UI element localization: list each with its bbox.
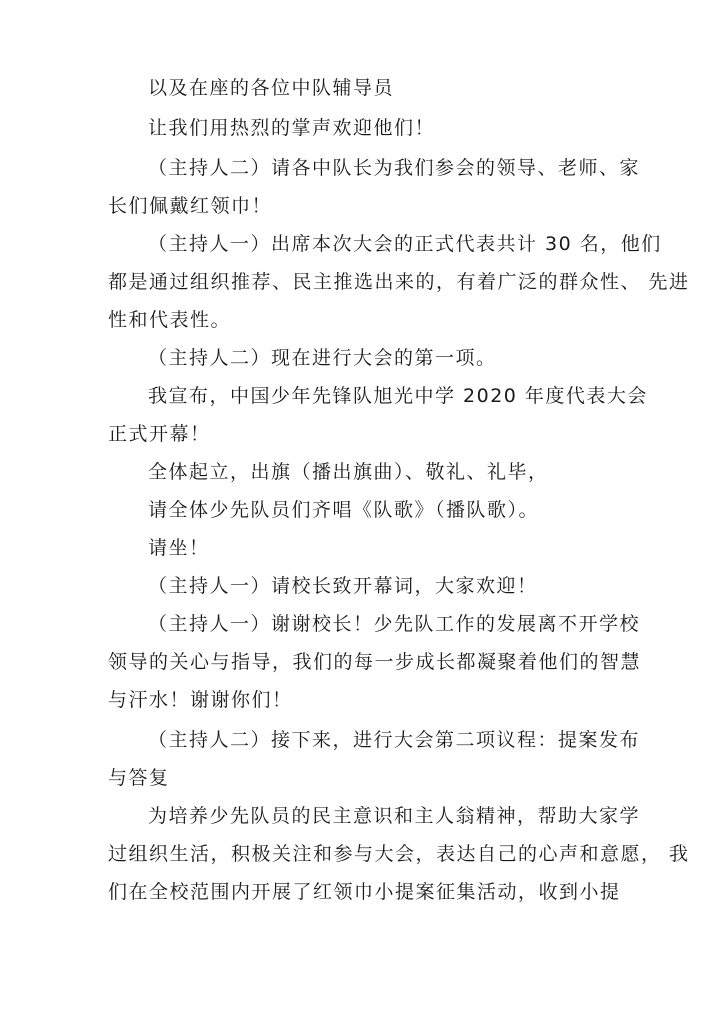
text-line: 请全体少先队员们齐唱《队歌》（播队歌）。: [148, 499, 540, 521]
text-line: 请坐！: [148, 537, 210, 559]
text-line: 长们佩戴红领巾！: [108, 195, 273, 217]
text-line: （主持人一）谢谢校长！少先队工作的发展离不开学校: [148, 613, 641, 635]
text-line: （主持人二）请各中队长为我们参会的领导、老师、家: [148, 157, 641, 179]
text-line: 全体起立，出旗（播出旗曲）、敬礼、礼毕，: [148, 461, 549, 483]
text-line: 领导的关心与指导，我们的每一步成长都凝聚着他们的智慧: [108, 651, 642, 673]
text-line: 过组织生活，积极关注和参与大会，表达自己的心声和意愿， 我: [108, 843, 690, 865]
text-line: 让我们用热烈的掌声欢迎他们！: [148, 117, 436, 139]
text-line: （主持人一）出席本次大会的正式代表共计 30 名，他们: [148, 233, 662, 255]
text-line: 与答复: [108, 767, 170, 789]
text-line: （主持人二）接下来，进行大会第二项议程：提案发布: [148, 729, 641, 751]
text-line: 都是通过组织推荐、民主推选出来的，有着广泛的群众性、 先进: [108, 271, 690, 293]
text-line: 正式开幕！: [108, 423, 211, 445]
text-line: 性和代表性。: [108, 309, 232, 331]
text-line: 们在全校范围内开展了红领巾小提案征集活动，收到小提: [108, 881, 621, 903]
text-line: （主持人一）请校长致开幕词，大家欢迎！: [148, 575, 538, 597]
text-line: 与汗水！谢谢你们！: [108, 689, 293, 711]
text-line: 我宣布，中国少年先锋队旭光中学 2020 年度代表大会: [148, 385, 648, 407]
text-line: 为培养少先队员的民主意识和主人翁精神，帮助大家学: [148, 805, 641, 827]
text-line: 以及在座的各位中队辅导员: [148, 77, 395, 99]
text-line: （主持人二）现在进行大会的第一项。: [148, 347, 497, 369]
